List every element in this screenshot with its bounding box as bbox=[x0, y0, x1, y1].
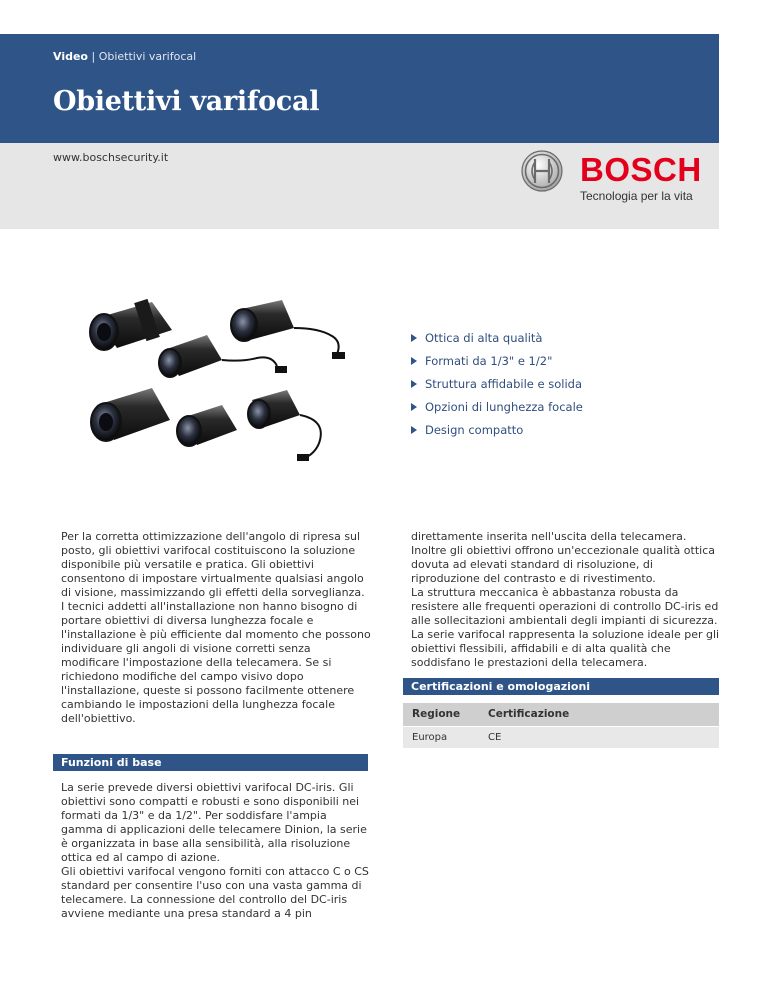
right-paragraph: Inoltre gli obiettivi offrono un'eccezionale qualità ottica dovuta ad elevati standard di risoluzione, di riproduzione del contrasto e di rivestimento. bbox=[411, 544, 715, 585]
feature-item: Formati da 1/3" e 1/2" bbox=[410, 353, 583, 376]
basic-functions-paragraph: Gli obiettivi varifocal vengono forniti con attacco C o CS standard per consentire l'uso con una vasta gamma di telecamere. La connessione del controllo del DC-iris avviene mediante una presa standard a 4 pin bbox=[61, 865, 369, 920]
cell-certification: CE bbox=[488, 732, 502, 743]
basic-functions-text bbox=[61, 781, 371, 921]
bosch-logo-wordmark: BOSCH bbox=[580, 151, 702, 188]
column-header-region: Regione bbox=[412, 708, 461, 720]
bosch-armature-icon bbox=[521, 150, 563, 192]
cell-region: Europa bbox=[412, 732, 448, 743]
feature-item: Struttura affidabile e solida bbox=[410, 376, 583, 399]
website-url: www.boschsecurity.it bbox=[53, 151, 169, 164]
varifocal-lenses-photo bbox=[82, 290, 382, 475]
section-heading-certifications: Certificazioni e omologazioni bbox=[403, 678, 719, 695]
feature-item: Design compatto bbox=[410, 422, 583, 445]
table-header-row bbox=[403, 703, 719, 726]
bullet-arrow-icon bbox=[411, 357, 417, 365]
feature-item: Ottica di alta qualità bbox=[410, 330, 583, 353]
intro-paragraph: Per la corretta ottimizzazione dell'angolo di ripresa sul posto, gli obiettivi varifocal costituiscono la soluzione disponibile più versatile e pratica. Gli obiettivi consentono di impostare virtualmente qualsiasi angolo di visione, massimizzando gli effetti della sorveglianza. I tecnici addetti all'installazione non hanno bisogno di portare obiettivi di diversa lunghezza focale e l'installazione è più efficiente dal momento che possono individuare gli angoli di visione corretti senza modificare l'impostazione della telecamera. Se si richiedono modifiche del campo visivo dopo l'installazione, queste si possono facilmente ottenere cambiando le impostazioni della lunghezza focale dell'obiettivo. bbox=[61, 530, 371, 725]
bullet-arrow-icon bbox=[411, 426, 417, 434]
feature-list bbox=[410, 330, 583, 445]
bullet-arrow-icon bbox=[411, 380, 417, 388]
brand-tagline: Tecnologia per la vita bbox=[580, 189, 693, 203]
right-paragraph: La struttura meccanica è abbastanza robusta da resistere alle frequenti operazioni di controllo DC-iris ed alle sollecitazioni ambientali degli impianti di sicurezza. La serie varifocal rappresenta la soluzione ideale per gli obiettivi flessibili, affidabili e di alta qualità che soddisfano le prestazioni della telecamera. bbox=[411, 586, 720, 669]
bullet-arrow-icon bbox=[411, 403, 417, 411]
right-column-text bbox=[411, 530, 721, 670]
bullet-arrow-icon bbox=[411, 334, 417, 342]
breadcrumb-category: Video bbox=[53, 50, 88, 63]
breadcrumb-page: Obiettivi varifocal bbox=[98, 50, 197, 63]
page-title: Obiettivi varifocal bbox=[53, 86, 320, 117]
basic-functions-paragraph: La serie prevede diversi obiettivi varifocal DC-iris. Gli obiettivi sono compatti e robusti e sono disponibili nei formati da 1/3" e da 1/2". Per soddisfare l'ampia gamma di applicazioni delle telecamere Dinion, la serie è organizzata in base alla sensibilità, alla risoluzione ottica ed al campo di azione. bbox=[61, 781, 367, 864]
breadcrumb-separator: | bbox=[87, 50, 99, 63]
section-heading-basic-functions: Funzioni di base bbox=[53, 754, 368, 771]
column-header-certification: Certificazione bbox=[488, 708, 570, 720]
breadcrumb bbox=[53, 50, 196, 63]
right-paragraph: direttamente inserita nell'uscita della telecamera. bbox=[411, 530, 687, 543]
certifications-table bbox=[403, 703, 719, 748]
feature-item: Opzioni di lunghezza focale bbox=[410, 399, 583, 422]
table-row bbox=[403, 726, 719, 748]
